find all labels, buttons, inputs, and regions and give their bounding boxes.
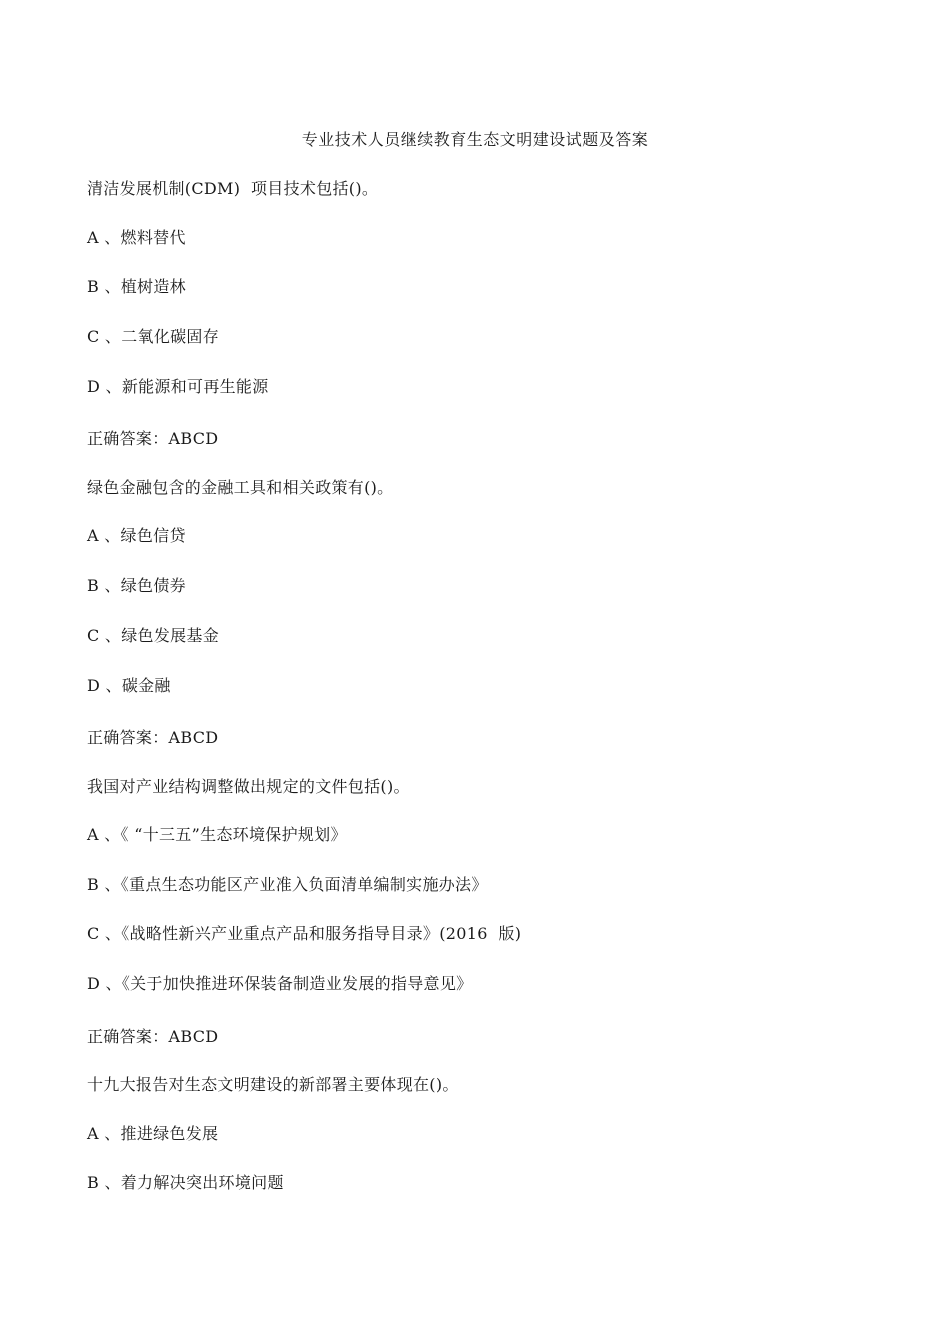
- question-3-option-c: C 、《战略性新兴产业重点产品和服务指导目录》(2016 版): [87, 924, 522, 943]
- question-1-option-b: B 、植树造林: [87, 277, 186, 296]
- question-4-stem: 十九大报告对生态文明建设的新部署主要体现在()。: [87, 1075, 459, 1094]
- question-2-option-c: C 、绿色发展基金: [87, 626, 220, 645]
- question-1-option-d: D 、新能源和可再生能源: [87, 377, 269, 396]
- question-3-answer: 正确答案：ABCD: [87, 1027, 219, 1046]
- question-2-stem: 绿色金融包含的金融工具和相关政策有()。: [87, 478, 394, 497]
- question-1-stem: 清洁发展机制(CDM) 项目技术包括()。: [87, 179, 379, 198]
- question-1-answer: 正确答案：ABCD: [87, 429, 219, 448]
- question-3-stem: 我国对产业结构调整做出规定的文件包括()。: [87, 777, 410, 796]
- question-2-answer: 正确答案：ABCD: [87, 728, 219, 747]
- document-title: 专业技术人员继续教育生态文明建设试题及答案: [301, 130, 649, 149]
- question-4-option-a: A 、推进绿色发展: [87, 1124, 219, 1143]
- question-1-option-c: C 、二氧化碳固存: [87, 327, 220, 346]
- question-1-option-a: A 、燃料替代: [87, 228, 186, 247]
- question-2-option-a: A 、绿色信贷: [87, 526, 186, 545]
- question-2-option-d: D 、碳金融: [87, 676, 171, 695]
- question-3-option-d: D 、《关于加快推进环保装备制造业发展的指导意见》: [87, 974, 473, 993]
- question-2-option-b: B 、绿色债券: [87, 576, 186, 595]
- question-3-option-b: B 、《重点生态功能区产业准入负面清单编制实施办法》: [87, 875, 488, 894]
- question-3-option-a: A 、《 “十三五”生态环境保护规划》: [87, 825, 347, 844]
- question-4-option-b: B 、着力解决突出环境问题: [87, 1173, 284, 1192]
